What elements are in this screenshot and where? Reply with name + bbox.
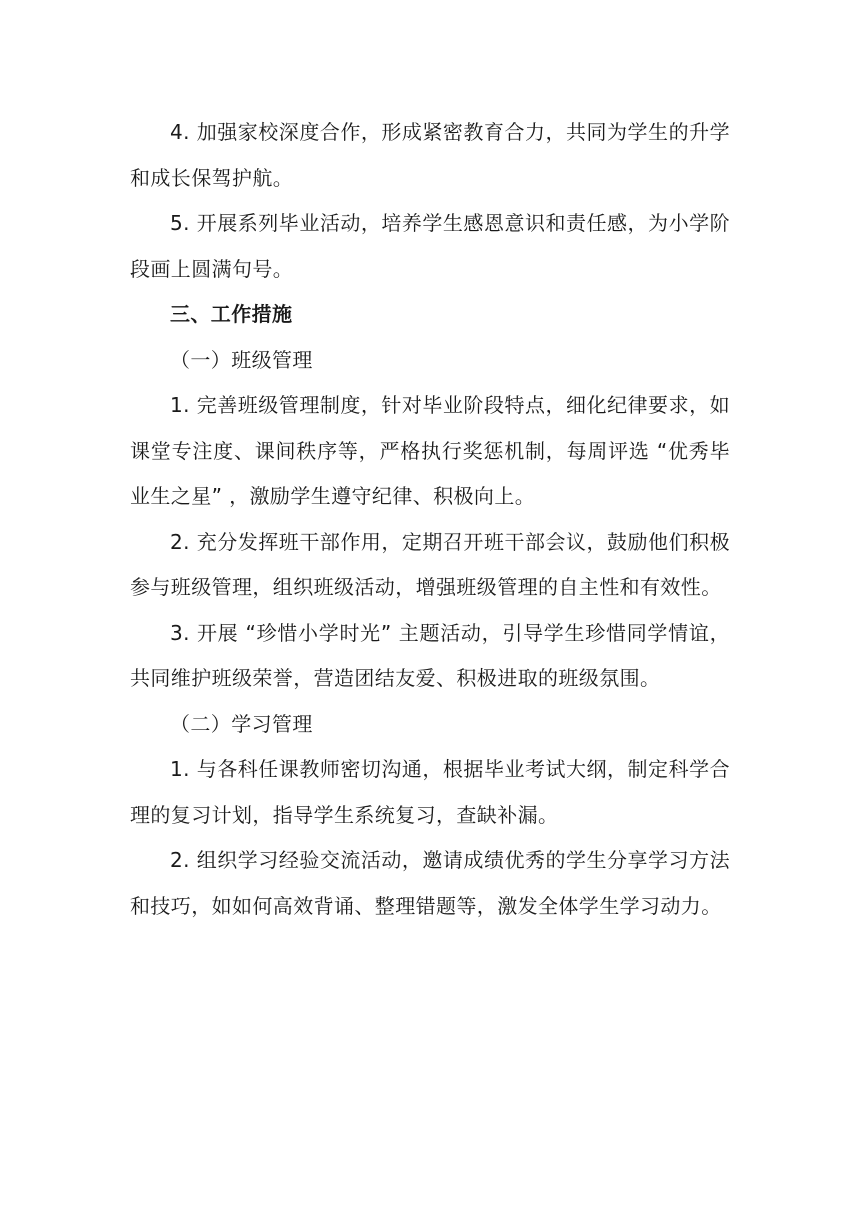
paragraph-goal-5: 5. 开展系列毕业活动，培养学生感恩意识和责任感，为小学阶段画上圆满句号。 (130, 211, 730, 281)
document-page (130, 110, 730, 929)
section-heading-work-measures: 三、工作措施 (170, 302, 293, 326)
paragraph-goal-4: 4. 加强家校深度合作，形成紧密教育合力，共同为学生的升学和成长保驾护航。 (130, 120, 730, 190)
subsection-heading-study-management: （二）学习管理 (170, 711, 313, 736)
paragraph-class-3: 3. 开展 “珍惜小学时光” 主题活动，引导学生珍惜同学情谊，共同维护班级荣誉，营造团结友爱、积极进取的班级氛围。 (130, 620, 730, 690)
paragraph-study-2: 2. 组织学习经验交流活动，邀请成绩优秀的学生分享学习方法和技巧，如如何高效背诵、整理错题等，激发全体学生学习动力。 (130, 848, 730, 918)
subsection-heading-class-management: （一）班级管理 (170, 347, 313, 372)
paragraph-class-1: 1. 完善班级管理制度，针对毕业阶段特点，细化纪律要求，如课堂专注度、课间秩序等，严格执行奖惩机制，每周评选 “优秀毕业生之星” ，激励学生遵守纪律、积极向上。 (130, 393, 730, 508)
paragraph-class-2: 2. 充分发挥班干部作用，定期召开班干部会议，鼓励他们积极参与班级管理，组织班级活动，增强班级管理的自主性和有效性。 (130, 529, 730, 599)
paragraph-study-1: 1. 与各科任课教师密切沟通，根据毕业考试大纲，制定科学合理的复习计划，指导学生系统复习，查缺补漏。 (130, 757, 730, 827)
